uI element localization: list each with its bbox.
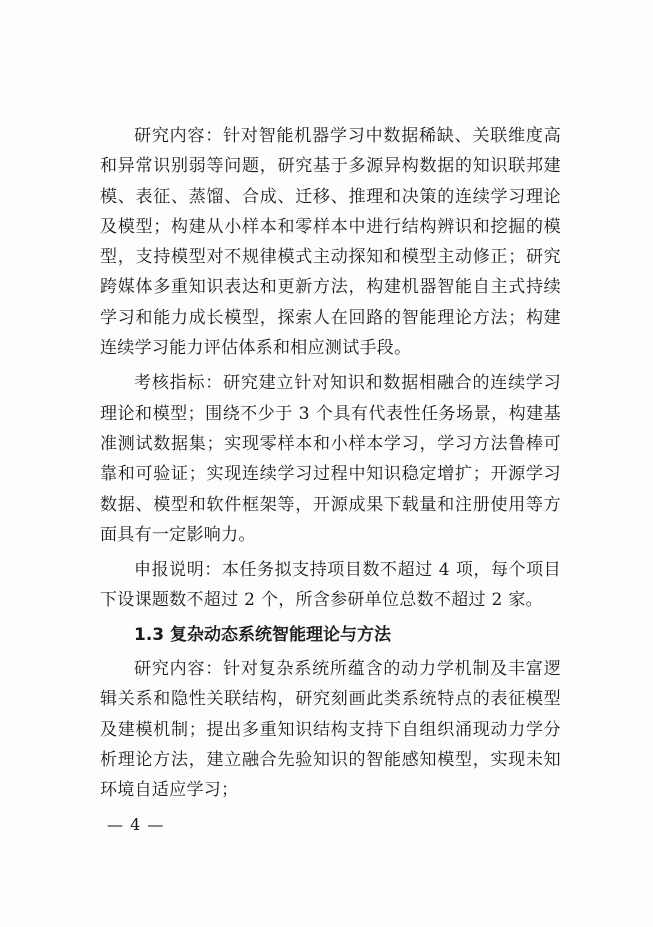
application-note-paragraph: 申报说明：本任务拟支持项目数不超过 4 项，每个项目下设课题数不超过 2 个，所含参研单位总数不超过 2 家。 <box>100 560 561 611</box>
page-number: — 4 — <box>107 815 165 834</box>
research-content-paragraph-2: 研究内容：针对复杂系统所蕴含的动力学机制及丰富逻辑关系和隐性关联结构，研究刻画此类系统特点的表征模型及建模机制；提出多重知识结构支持下自组织涌现动力学分析理论方法，建立融合先验知识的智能感知模型，实现未知环境自适应学习； <box>100 659 561 801</box>
research-content-paragraph: 研究内容：针对智能机器学习中数据稀缺、关联维度高和异常识别弱等问题，研究基于多源异构数据的知识联邦建模、表征、蒸馏、合成、迁移、推理和决策的连续学习理论及模型；构建从小样本和零样本中进行结构辨识和挖掘的模型，支持模型对不规律模式主动探知和模型主动修正；研究跨媒体多重知识表达和更新方法，构建机器智能自主式持续学习和能力成长模型，探索人在回路的智能理论方法；构建连续学习能力评估体系和相应测试手段。 <box>100 126 561 359</box>
section-heading: 1.3 复杂动态系统智能理论与方法 <box>134 624 392 645</box>
assessment-paragraph: 考核指标：研究建立针对知识和数据相融合的连续学习理论和模型；围绕不少于 3 个具有代表性任务场景，构建基准测试数据集；实现零样本和小样本学习，学习方法鲁棒可靠和可验证；实现连续学习过程中知识稳定增扩；开源学习数据、模型和软件框架等，开源成果下载量和注册使用等方面具有一定影响力。 <box>100 373 561 545</box>
